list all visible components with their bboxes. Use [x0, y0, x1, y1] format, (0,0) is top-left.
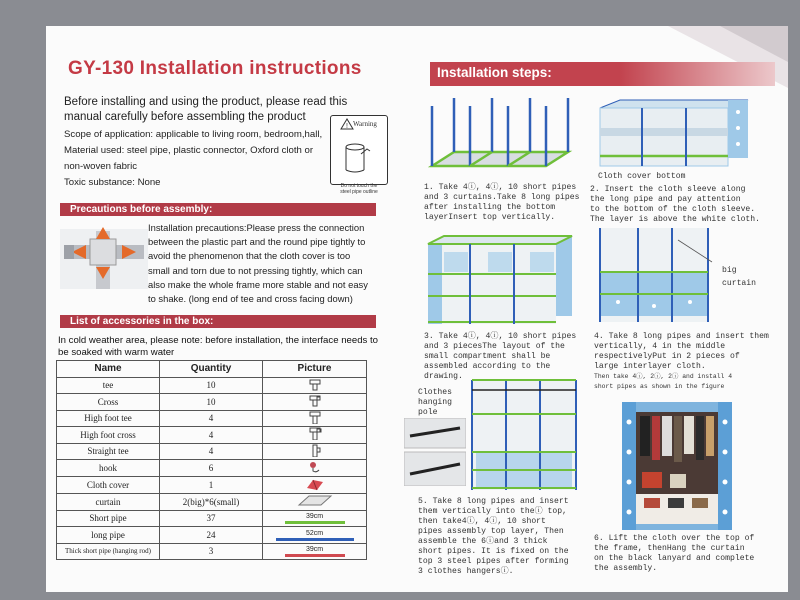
step1-line: layerInsert top vertically. [424, 213, 556, 222]
table-row [57, 494, 367, 511]
step4-line: Then take 4ⓘ, 2ⓘ, 2ⓘ and install 4 [594, 373, 733, 380]
step1-text [424, 183, 579, 223]
row-name: Thick short pipe (hanging rod) [57, 543, 160, 560]
step5-line: 3 clothes hangersⓘ. [418, 567, 514, 576]
table-row [57, 410, 367, 427]
cross-icon [263, 394, 367, 411]
step2-line: The layer is above the white cloth. [590, 215, 760, 224]
step1-figure [428, 96, 573, 183]
svg-text:!: ! [346, 123, 348, 130]
accessories-header: List of accessories in the box: [60, 315, 376, 328]
row-name: Short pipe [57, 510, 160, 527]
col-name: Name [57, 361, 160, 378]
step6-line: the assembly. [594, 564, 658, 573]
step3-line: 3. Take 4ⓘ, 4ⓘ, 10 short pipes [424, 332, 577, 341]
step6-line: the frame, thenHang the curtain [594, 544, 745, 553]
tee-icon [263, 377, 367, 394]
intro-line-1: Before installing and using the product, please read this [64, 96, 348, 108]
warning-caption-2: steel pipe outline [340, 189, 378, 195]
row-qty: 1 [160, 477, 263, 494]
row-qty: 37 [160, 510, 263, 527]
warning-label: Warning [353, 120, 377, 128]
scope-text: Scope of application: applicable to living room, bedroom,hall, [64, 129, 323, 140]
row-qty: 10 [160, 394, 263, 411]
row-name: long pipe [57, 527, 160, 544]
step2-label: Cloth cover bottom [598, 172, 686, 181]
table-row [57, 477, 367, 494]
step5-label-line: Clothes [418, 388, 452, 397]
table-row [57, 394, 367, 411]
step2-text [590, 185, 760, 225]
high-foot-tee-icon [263, 410, 367, 427]
toxic-text: Toxic substance: None [64, 177, 161, 188]
step5-line: top 3 steel pipes after forming [418, 557, 569, 566]
row-qty: 2(big)*6(small) [160, 494, 263, 511]
warning-box [330, 115, 388, 185]
step5-line: 5. Take 8 long pipes and insert [418, 497, 569, 506]
table-row [57, 543, 367, 560]
row-name: High foot tee [57, 410, 160, 427]
step3-line: small compartment shall be [424, 352, 551, 361]
step3-figure [426, 230, 576, 333]
step5-label-line: hanging [418, 398, 452, 407]
row-qty: 24 [160, 527, 263, 544]
step4-line: short pipes as shown in the figure [594, 383, 725, 390]
col-quantity: Quantity [160, 361, 263, 378]
step5-detail-photo [404, 418, 466, 491]
row-name: Cloth cover [57, 477, 160, 494]
step6-line: on the black lanyard and complete [594, 554, 755, 563]
row-qty: 10 [160, 377, 263, 394]
step5-line: assemble the 6ⓘand 3 thick [418, 537, 548, 546]
step1-line: 1. Take 4ⓘ, 4ⓘ, 10 short pipes [424, 183, 577, 192]
row-qty: 3 [160, 543, 263, 560]
row-qty: 4 [160, 427, 263, 444]
table-row [57, 460, 367, 477]
step4-line: large interlayer cloth. [594, 362, 706, 371]
step2-line: the long pipe and pay attention [590, 195, 741, 204]
table-row [57, 510, 367, 527]
step5-pole-label [418, 388, 452, 418]
precautions-text: Installation precautions:Please press the connection between the plastic part and the round pipe tightly to avoid the phenomenon that the cloth cover is too small and torn due to not pressing tightly, which can also make the whole frame more stable and not easy to shake. (long end of tee and cross facing down) [148, 222, 368, 305]
warning-caption-1: Do not touch the [340, 183, 378, 189]
row-name: hook [57, 460, 160, 477]
step5-line: short pipes. It is fixed on the [418, 547, 569, 556]
row-name: Cross [57, 394, 160, 411]
step4-figure [598, 222, 713, 331]
table-header-row [57, 361, 367, 378]
row-name: curtain [57, 494, 160, 511]
accessories-table [56, 360, 367, 560]
intro-line-2: manual carefully before assembling the product [64, 111, 306, 123]
row-name: High foot cross [57, 427, 160, 444]
table-row [57, 527, 367, 544]
step4-line: 4. Take 8 long pipes and insert them [594, 332, 769, 341]
step5-line: them vertically into theⓘ top, [418, 507, 567, 516]
step1-line: and 3 curtains.Take 8 long pipes [424, 193, 580, 202]
table-row [57, 427, 367, 444]
hook-icon [263, 460, 367, 477]
thick-pipe-length: 39cm [285, 545, 345, 557]
row-qty: 4 [160, 410, 263, 427]
step3-line: and 3 piecesThe layout of the [424, 342, 565, 351]
step2-line: to the bottom of the cloth sleeve. [590, 205, 756, 214]
precautions-header: Precautions before assembly: [60, 203, 376, 216]
step6-line: 6. Lift the cloth over the top of [594, 534, 755, 543]
long-pipe-length: 52cm [276, 529, 354, 541]
material-text: Material used: steel pipe, plastic connector, Oxford cloth or [64, 145, 314, 156]
step5-line: then take4ⓘ, 4ⓘ, 10 short [418, 517, 546, 526]
step6-photo [622, 402, 732, 535]
short-pipe-icon [263, 510, 367, 527]
step2-figure [598, 98, 753, 175]
step3-line: drawing. [424, 372, 463, 381]
step4-label-curtain: curtain [722, 279, 756, 288]
step2-line: 2. Insert the cloth sleeve along [590, 185, 746, 194]
thick-pipe-icon [263, 543, 367, 560]
step5-line: pipes assembly top layer, Then [418, 527, 564, 536]
step4-line: respectivelyPut in 2 pieces of [594, 352, 740, 361]
cold-weather-note: In cold weather area, please note: before installation, the interface needs to be soaked with warm water [58, 335, 378, 358]
connector-illustration [60, 217, 148, 299]
cloth-cover-icon [263, 477, 367, 494]
step5-text [418, 497, 569, 577]
col-picture: Picture [263, 361, 367, 378]
step5-figure [466, 374, 584, 499]
step5-label-line: pole [418, 408, 438, 417]
row-qty: 6 [160, 460, 263, 477]
row-name: tee [57, 377, 160, 394]
straight-tee-icon [263, 443, 367, 460]
page-title: GY-130 Installation instructions [68, 58, 362, 79]
table-row [57, 443, 367, 460]
step4-label-big: big [722, 266, 737, 275]
step3-line: assembled according to the [424, 362, 551, 371]
material-text-2: non-woven fabric [64, 161, 138, 172]
step6-text [594, 534, 754, 574]
row-qty: 4 [160, 443, 263, 460]
high-foot-cross-icon [263, 427, 367, 444]
short-pipe-length: 39cm [285, 512, 345, 524]
long-pipe-icon [263, 527, 367, 544]
row-name: Straight tee [57, 443, 160, 460]
step1-line: after installing the bottom [424, 203, 556, 212]
step4-text [594, 332, 769, 392]
table-row [57, 377, 367, 394]
step4-line: vertically, 4 in the middle [594, 342, 726, 351]
warning-caption [330, 183, 388, 195]
steps-title: Installation steps: [437, 65, 552, 80]
curtain-icon [263, 494, 367, 511]
